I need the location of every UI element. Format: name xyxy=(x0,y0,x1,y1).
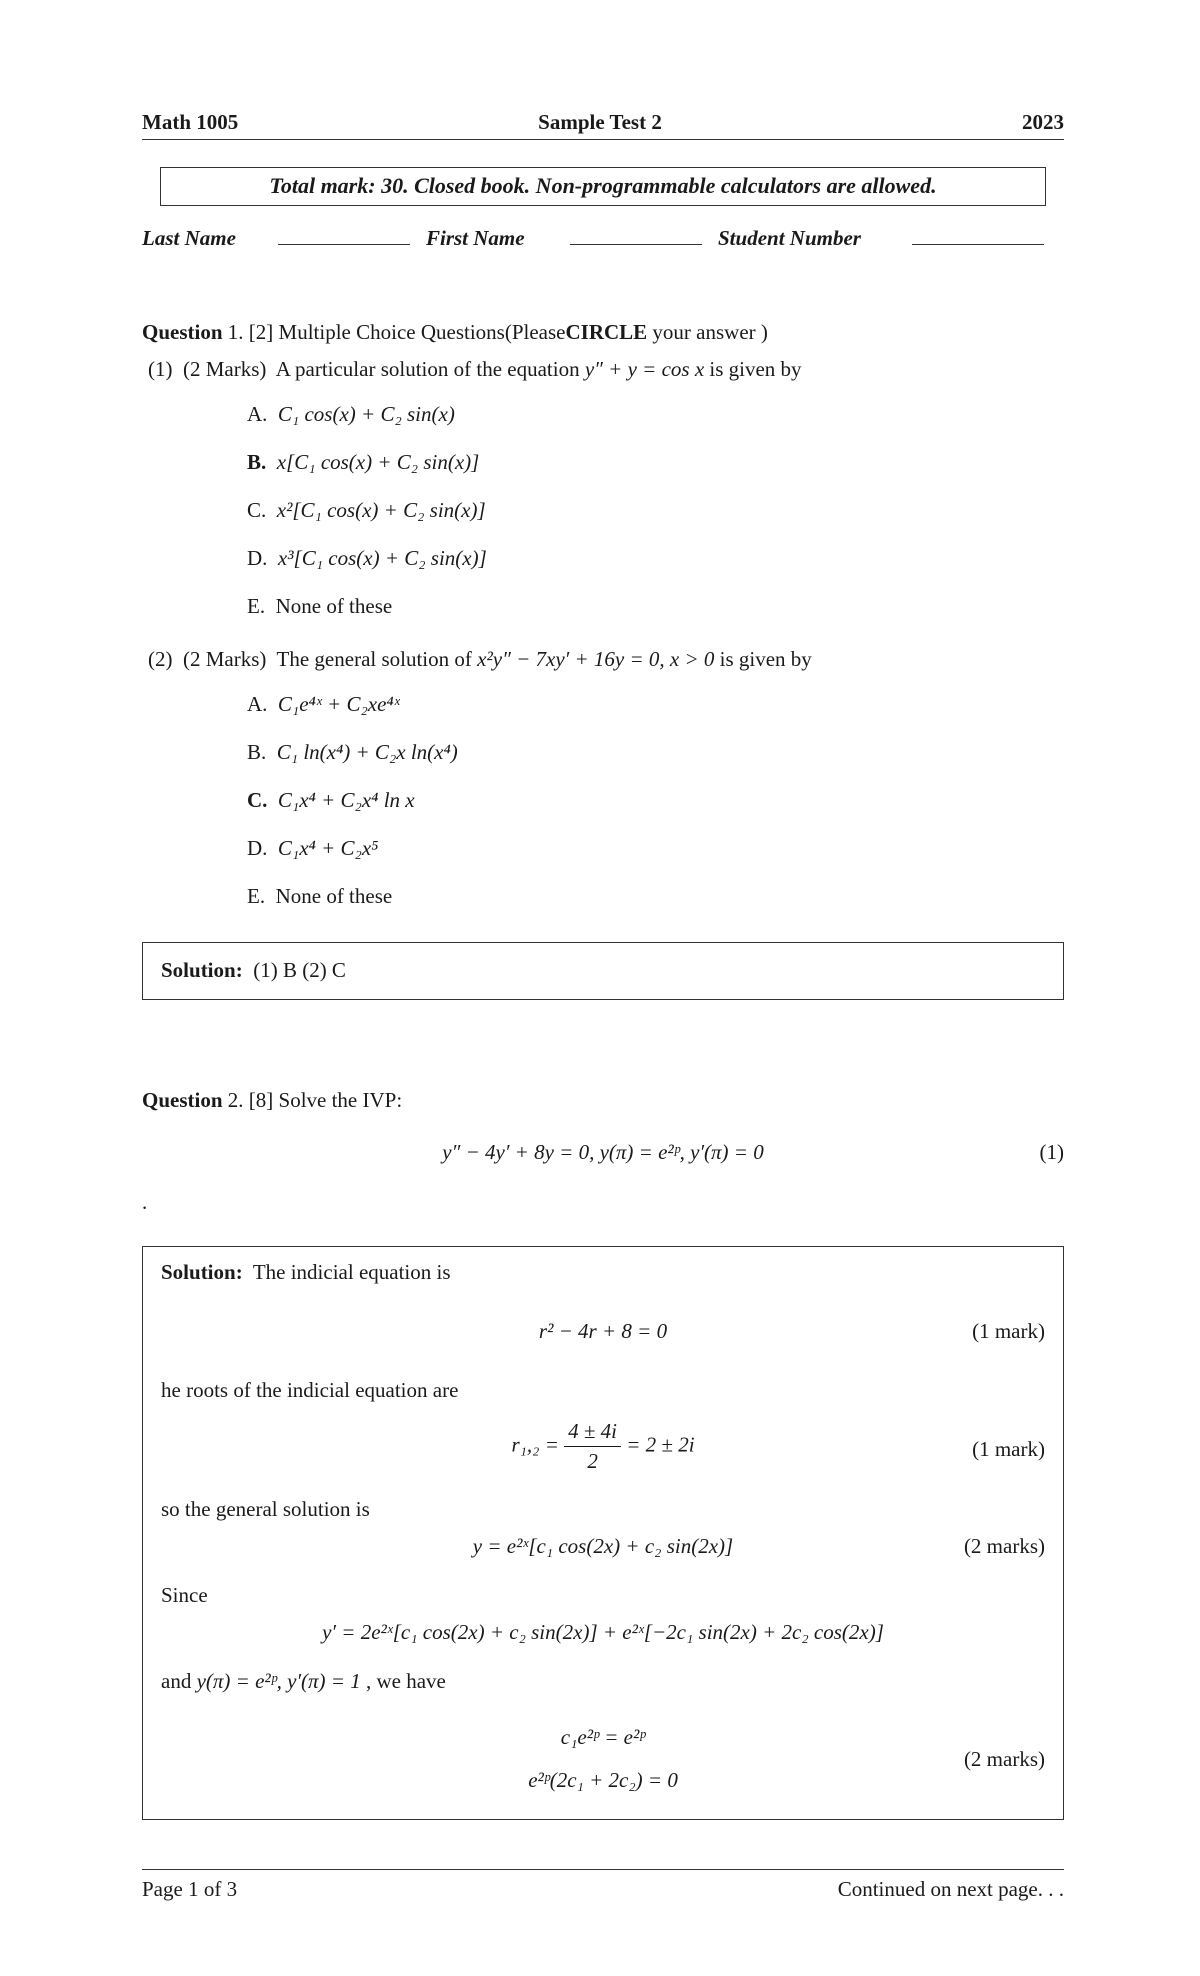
first-name-field[interactable] xyxy=(570,244,702,245)
question-label: Question xyxy=(142,320,223,344)
mark-label: (2 marks) xyxy=(963,1747,1045,1771)
solution-text: (1) B (2) C xyxy=(253,958,346,982)
exam-notice xyxy=(160,167,1046,206)
solution-line: The indicial equation is xyxy=(252,1260,451,1284)
continued-note: Continued on next page. . . xyxy=(837,1877,1064,1901)
option-2b[interactable] xyxy=(247,740,458,765)
mark-label: (1 mark) xyxy=(972,1437,1045,1461)
solution-box-q2 xyxy=(142,1246,1064,1820)
ivp-equation: y″ − 4y′ + 8y = 0, y(π) = e²ᵖ, y′(π) = 0 xyxy=(442,1140,764,1164)
last-name-label: Last Name xyxy=(142,226,236,250)
header-rule xyxy=(142,139,1064,140)
question-text: Solve the IVP: xyxy=(278,1088,403,1112)
option-letter: C. xyxy=(247,788,268,812)
option-letter: D. xyxy=(247,836,268,860)
part-text-after: is given by xyxy=(709,357,802,381)
solution-line: he roots of the indicial equation are xyxy=(161,1378,459,1402)
last-name-field[interactable] xyxy=(278,244,410,245)
option-1b[interactable] xyxy=(247,450,479,475)
solution-label: Solution: xyxy=(161,1260,243,1284)
course-code: Math 1005 xyxy=(142,110,239,134)
part-marks: (2 Marks) xyxy=(183,357,267,381)
option-letter: B. xyxy=(247,740,267,764)
part-text: The general solution of xyxy=(276,647,472,671)
option-expr: None of these xyxy=(275,594,393,618)
test-title: Sample Test 2 xyxy=(538,110,662,134)
page-number: Page 1 of 3 xyxy=(142,1877,238,1901)
option-expr: C₁x⁴ + C₂x⁴ ln x xyxy=(277,788,415,812)
option-expr: C₁x⁴ + C₂x⁵ xyxy=(277,836,379,860)
solution-line xyxy=(161,1669,446,1694)
option-letter: E. xyxy=(247,884,266,908)
question-label: Question xyxy=(142,1088,223,1112)
stray-dot: . xyxy=(142,1190,148,1214)
solution-line: Since xyxy=(161,1583,208,1607)
option-expr: x[C₁ cos(x) + C₂ sin(x)] xyxy=(276,450,480,474)
part-marks: (2 Marks) xyxy=(183,647,267,671)
mark-label: (1 mark) xyxy=(972,1319,1045,1343)
option-2d[interactable] xyxy=(247,836,378,861)
option-2e[interactable] xyxy=(247,884,392,909)
test-year: 2023 xyxy=(1022,110,1064,134)
option-expr: x³[C₁ cos(x) + C₂ sin(x)] xyxy=(277,546,487,570)
option-1e[interactable] xyxy=(247,594,392,619)
roots-left: r₁,₂ = xyxy=(511,1432,559,1457)
footer-rule xyxy=(142,1869,1064,1870)
question-text-after: your answer ) xyxy=(652,320,768,344)
option-expr: C₁ cos(x) + C₂ sin(x) xyxy=(277,402,455,426)
mark-label: (2 marks) xyxy=(963,1534,1045,1558)
question-1-heading xyxy=(142,320,768,345)
part-number: (1) xyxy=(148,357,173,381)
option-letter: B. xyxy=(247,450,267,474)
indicial-equation: r² − 4r + 8 = 0 xyxy=(538,1319,668,1343)
option-expr: None of these xyxy=(275,884,393,908)
part-equation: x²y″ − 7xy′ + 16y = 0, x > 0 xyxy=(477,647,715,671)
student-number-field[interactable] xyxy=(912,244,1044,245)
option-2a[interactable] xyxy=(247,692,400,717)
first-name-label: First Name xyxy=(426,226,525,250)
option-expr: x²[C₁ cos(x) + C₂ sin(x)] xyxy=(276,498,486,522)
solution-label: Solution: xyxy=(161,958,243,982)
option-letter: C. xyxy=(247,498,267,522)
student-number-label: Student Number xyxy=(718,226,861,250)
part-1-prompt xyxy=(148,357,802,382)
part-number: (2) xyxy=(148,647,173,671)
question-number: 1. xyxy=(227,320,244,344)
derivative-equation: y′ = 2e²ˣ[c₁ cos(2x) + c₂ sin(2x)] + e²ˣ[−2c₁ sin(2x) + 2c₂ cos(2x)] xyxy=(322,1620,884,1644)
equation-number: (1) xyxy=(1039,1140,1064,1164)
option-1a[interactable] xyxy=(247,402,455,427)
option-1c[interactable] xyxy=(247,498,486,523)
general-solution: y = e²ˣ[c₁ cos(2x) + c₂ sin(2x)] xyxy=(472,1534,734,1558)
fraction-numerator: 4 ± 4i xyxy=(564,1419,621,1447)
option-letter: D. xyxy=(247,546,268,570)
question-marks: [8] xyxy=(248,1088,274,1112)
initial-conditions: y(π) = e²ᵖ, y′(π) = 1 xyxy=(196,1669,361,1693)
roots-right: = 2 ± 2i xyxy=(626,1432,695,1457)
option-letter: E. xyxy=(247,594,266,618)
exam-notice-text: Total mark: 30. Closed book. Non-programmable calculators are allowed. xyxy=(269,173,937,198)
option-letter: A. xyxy=(247,402,268,426)
question-marks: [2] xyxy=(248,320,274,344)
option-1d[interactable] xyxy=(247,546,487,571)
question-text: Multiple Choice Questions(Please xyxy=(278,320,566,344)
option-expr: C₁e⁴ˣ + C₂xe⁴ˣ xyxy=(277,692,400,716)
option-expr: C₁ ln(x⁴) + C₂x ln(x⁴) xyxy=(276,740,458,764)
solution-line: so the general solution is xyxy=(161,1497,370,1521)
system-equation-2: e²ᵖ(2c₁ + 2c₂) = 0 xyxy=(528,1768,678,1792)
system-equation-1: c₁e²ᵖ = e²ᵖ xyxy=(560,1725,646,1749)
option-letter: A. xyxy=(247,692,268,716)
solution-box-q1 xyxy=(142,942,1064,1000)
question-2-heading xyxy=(142,1088,402,1113)
part-2-prompt xyxy=(148,647,812,672)
part-text: A particular solution of the equation xyxy=(275,357,580,381)
question-number: 2. xyxy=(227,1088,244,1112)
option-2c[interactable] xyxy=(247,788,415,813)
part-equation: y″ + y = cos x xyxy=(584,357,705,381)
part-text-after: is given by xyxy=(719,647,812,671)
roots-fraction xyxy=(564,1419,621,1474)
line-text: and xyxy=(161,1669,192,1693)
fraction-denominator: 2 xyxy=(587,1449,598,1473)
question-emphasis: CIRCLE xyxy=(565,320,648,344)
line-text: , we have xyxy=(365,1669,446,1693)
